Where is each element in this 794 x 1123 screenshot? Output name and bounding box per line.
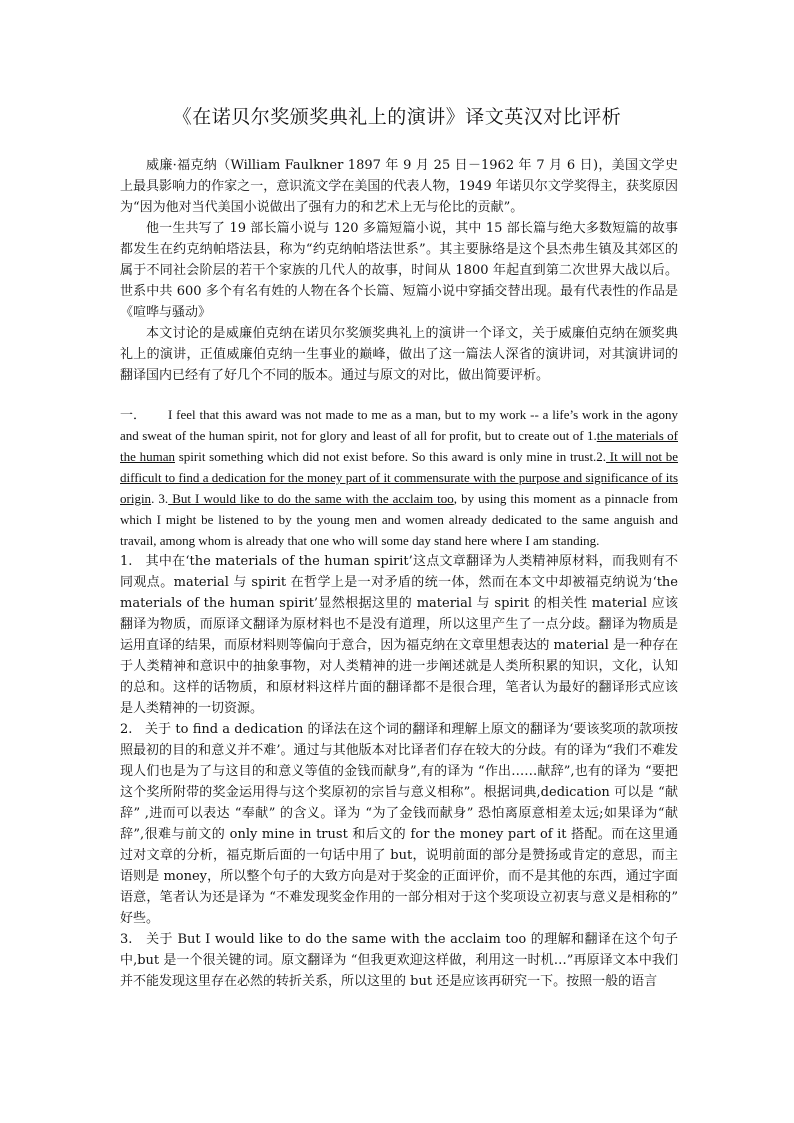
underlined-phrase-1: the materials of the human: [120, 428, 679, 464]
document-title: 《在诺贝尔奖颁奖典礼上的演讲》译文英汉对比评析: [172, 106, 622, 128]
document-body: [120, 155, 678, 992]
intro-paragraph: 威廉·福克纳（William Faulkner 1897 年 9 月 25 日－1962 年 7 月 6 日)，美国文学史上最具影响力的作家之一，意识流文学在美国的代表人物，1949 年诺贝尔文学奖得主，获奖原因为“因为他对当代美国小说做出了强有力的和艺术上无与伦比的贡献”。: [120, 158, 678, 215]
passage-text: I feel that this award was not made to me as a man, but to my work -- a life’s work in the agony and sweat of the human spirit, not for glory and least of all for profit, but to create out of 1.: [120, 407, 678, 443]
analysis-item-3: 3. 关于 But I would like to do the same with the acclaim too 的理解和翻译在这个句子中,but 是一个很关键的词。原文翻译为 “但我更欢迎这样做，利用这一时机…”再原译文本中我们并不能发现这里存在必然的转折关系，所以这里的 but 还是应该再研究一下。按照一般的语言: [120, 932, 678, 989]
underlined-phrase-3: But I would like to do the same with the acclaim too: [168, 491, 454, 506]
intro-paragraph: 他一生共写了 19 部长篇小说与 120 多篇短篇小说，其中 15 部长篇与绝大多数短篇的故事都发生在约克纳帕塔法县，称为“约克纳帕塔法世系”。其主要脉络是这个县杰弗生镇及其郊区的属于不同社会阶层的若干个家族的几代人的故事，时间从 1800 年起直到第二次世界大战以后。世系中共 600 多个有名有姓的人物在各个长篇、短篇小说中穿插交替出现。最有代表性的作品是《喧哗与骚动》: [120, 221, 678, 320]
section-marker: 一．: [120, 407, 147, 422]
passage-text: . 3.: [151, 491, 169, 506]
section-spacer: [120, 386, 678, 404]
analysis-item-2: 2. 关于 to find a dedication 的译法在这个词的翻译和理解上原文的翻译为‘要该奖项的款项按照最初的目的和意义并不难’。通过与其他版本对比译者们存在较大的分歧。有的译为“我们不难发现人们也是为了与这目的和意义等值的金钱而献身”,有的译为 “作出……献辞”,也有的译为 “要把这个奖所附带的奖金运用得与这个奖原初的宗旨与意义相称”。根据词典,dedication 可以是 “献辞” ,进而可以表达 “奉献” 的含义。译为 “为了金钱而献身” 恐怕离原意相差太远;如果译为“献辞”,很难与前文的 only mine in trust 和后文的 for the money part of it 搭配。而在这里通过对文章的分析，福克斯后面的一句话中用了 but，说明前面的部分是赞扬或肯定的意思，而主语则是 money，所以整个句子的大致方向是对于奖金的正面评价，而不是其他的东西，通过字面语意，笔者认为还是译为 “不难发现奖金作用的一部分相对于这个奖项设立初衷与意义是相称的” 好些。: [120, 722, 678, 926]
english-passage: [120, 404, 678, 551]
underlined-phrase-2: It will not be difficult to find a dedication for the money part of it commensurate with the purpose and significance of its origin: [120, 449, 679, 506]
passage-text: , by using this moment as a pinnacle from which I might be listened to by the young men and women already dedicated to the same anguish and travail, among whom is already that one who will some day stand here where I am standing.: [120, 491, 679, 548]
intro-paragraph: 本文讨论的是威廉伯克纳在诺贝尔奖颁奖典礼上的演讲一个译文，关于威廉伯克纳在颁奖典礼上的演讲，正值威廉伯克纳一生事业的巅峰，做出了这一篇法人深省的演讲词，对其演讲词的翻译国内已经有了好几个不同的版本。通过与原文的对比，做出简要评析。: [120, 326, 678, 383]
passage-text: spirit something which did not exist before. So this award is only mine in trust.2.: [175, 449, 607, 464]
analysis-item-1: 1. 其中在‘the materials of the human spirit’这点文章翻译为人类精神原材料，而我则有不同观点。material 与 spirit 在哲学上是一对矛盾的统一体，然而在本文中却被福克纳说为‘the materials of the human spirit’显然根据这里的 material 与 spirit 的相关性 material 应该翻译为物质，而原译文翻译为原材料也不是没有道理，所以这里产生了一点分歧。翻译为物质是运用直译的结果，而原材料则等偏向于意合，因为福克纳在文章里想表达的 material 是一种存在于人类精神和意识中的抽象事物，对人类精神的进一步阐述就是人类所积累的知识，文化，认知的总和。这样的话物质，和原材料这样片面的翻译都不是很合理，笔者认为最好的翻译形式应该是人类精神的一切资源。: [120, 554, 678, 716]
